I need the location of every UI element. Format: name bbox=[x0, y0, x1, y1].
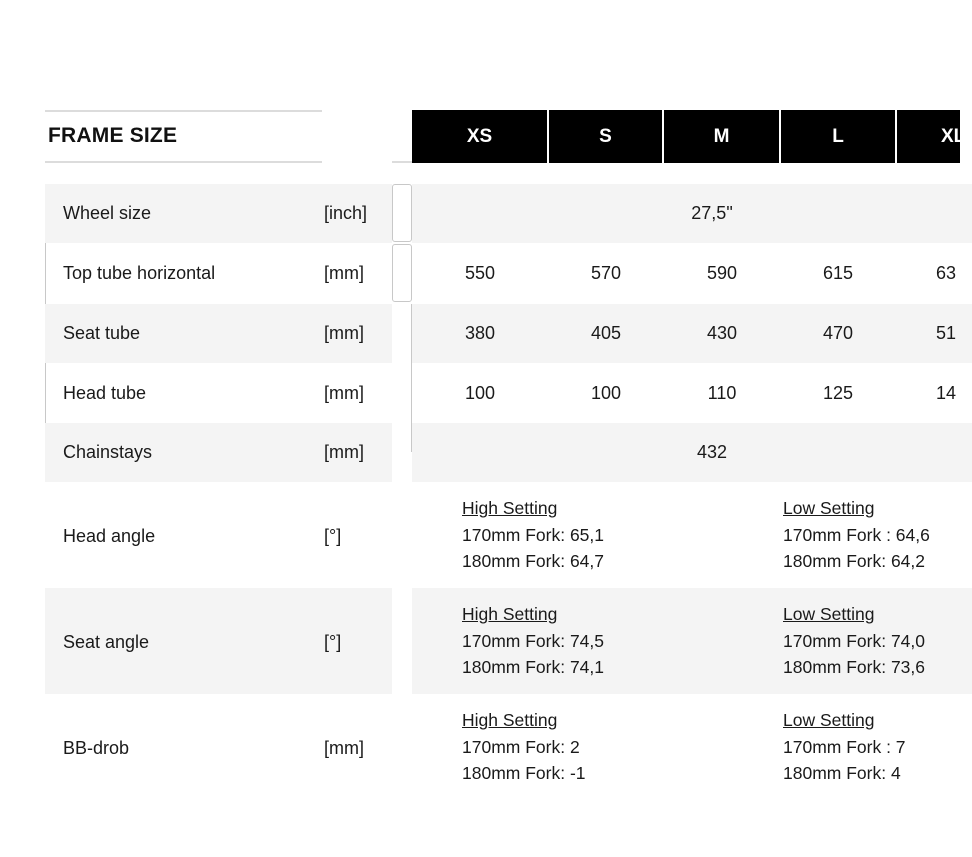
value-l: 615 bbox=[822, 263, 854, 283]
size-label: XL bbox=[941, 125, 966, 147]
size-label: M bbox=[713, 125, 730, 147]
row-unit: [mm] bbox=[324, 323, 364, 343]
frame-size-label: FRAME SIZE bbox=[48, 124, 178, 147]
low-setting-heading: Low Setting bbox=[783, 710, 875, 730]
size-label: L bbox=[832, 125, 844, 147]
low-setting-170: 170mm Fork : 64,6 bbox=[783, 524, 930, 545]
row-values-wheel-size bbox=[412, 184, 972, 243]
row-label: Top tube horizontal bbox=[63, 263, 216, 283]
table-row-chainstays bbox=[45, 423, 392, 482]
high-setting-170: 170mm Fork: 74,5 bbox=[462, 630, 604, 651]
high-setting-180: 180mm Fork: 74,1 bbox=[462, 657, 604, 677]
value-l: 125 bbox=[822, 383, 854, 403]
size-header-l bbox=[781, 110, 895, 163]
high-setting-heading: High Setting bbox=[462, 710, 558, 730]
low-setting-170: 170mm Fork: 74,0 bbox=[783, 630, 925, 651]
value-m: 590 bbox=[706, 263, 738, 283]
value-xs: 100 bbox=[464, 383, 496, 403]
row-label: Chainstays bbox=[63, 442, 153, 462]
high-setting-block bbox=[462, 601, 604, 681]
low-setting-block bbox=[783, 495, 930, 575]
row-unit: [mm] bbox=[324, 738, 364, 758]
value-s: 100 bbox=[590, 383, 622, 403]
size-header-m bbox=[664, 110, 779, 163]
high-setting-180: 180mm Fork: 64,7 bbox=[462, 551, 604, 571]
value-m: 110 bbox=[707, 383, 737, 403]
row-label: Wheel size bbox=[63, 203, 152, 223]
high-setting-block bbox=[462, 707, 586, 787]
row-label: BB-drob bbox=[63, 738, 130, 758]
row-values-seat-tube bbox=[412, 304, 972, 363]
row-values-head-tube bbox=[412, 363, 972, 423]
low-setting-block bbox=[783, 707, 906, 787]
merged-value: 432 bbox=[696, 442, 728, 462]
row-unit: [°] bbox=[324, 632, 342, 652]
value-xl: 63 bbox=[936, 263, 957, 283]
row-values-bb-drop bbox=[412, 694, 972, 800]
low-setting-180: 180mm Fork: 64,2 bbox=[783, 551, 925, 571]
low-setting-heading: Low Setting bbox=[783, 604, 875, 624]
row-unit: [mm] bbox=[324, 263, 364, 283]
value-s: 570 bbox=[590, 263, 622, 283]
row-label: Head tube bbox=[63, 383, 147, 403]
size-header-xl bbox=[897, 110, 966, 163]
row-unit: [mm] bbox=[324, 442, 364, 462]
value-l: 470 bbox=[822, 323, 854, 343]
row-label: Seat tube bbox=[63, 323, 141, 343]
frame-size-top-rule bbox=[45, 110, 322, 112]
value-s: 405 bbox=[590, 323, 622, 343]
high-setting-170: 170mm Fork: 2 bbox=[462, 736, 580, 757]
value-xl: 51 bbox=[936, 323, 957, 343]
low-setting-heading: Low Setting bbox=[783, 498, 875, 518]
table-row-bb-drop bbox=[45, 694, 392, 800]
value-xs: 550 bbox=[464, 263, 496, 283]
row-values-head-angle bbox=[412, 482, 972, 588]
header-baseline-rule bbox=[392, 161, 412, 163]
column-separator-box bbox=[392, 184, 412, 242]
high-setting-heading: High Setting bbox=[462, 498, 558, 518]
row-values-seat-angle bbox=[412, 588, 972, 694]
table-row-head-tube bbox=[45, 363, 392, 423]
row-values-top-tube bbox=[412, 243, 972, 304]
frame-size-bottom-rule bbox=[45, 161, 322, 163]
table-row-seat-tube bbox=[45, 304, 392, 363]
table-row-wheel-size bbox=[45, 184, 392, 243]
value-xs: 380 bbox=[464, 323, 496, 343]
row-unit: [inch] bbox=[324, 203, 368, 223]
row-label: Head angle bbox=[63, 526, 156, 546]
table-row-seat-angle bbox=[45, 588, 392, 694]
value-m: 430 bbox=[706, 323, 738, 343]
high-setting-heading: High Setting bbox=[462, 604, 558, 624]
size-label: XS bbox=[466, 125, 493, 147]
size-label: S bbox=[599, 125, 612, 147]
size-header-s bbox=[549, 110, 662, 163]
row-unit: [mm] bbox=[324, 383, 364, 403]
row-unit: [°] bbox=[324, 526, 342, 546]
high-setting-180: 180mm Fork: -1 bbox=[462, 763, 586, 783]
merged-value: 27,5" bbox=[691, 203, 733, 223]
column-separator-box bbox=[392, 244, 412, 302]
table-row-head-angle bbox=[45, 482, 392, 588]
low-setting-block bbox=[783, 601, 925, 681]
table-row-top-tube bbox=[45, 243, 392, 304]
row-label: Seat angle bbox=[63, 632, 150, 652]
low-setting-180: 180mm Fork: 73,6 bbox=[783, 657, 925, 677]
row-values-chainstays bbox=[412, 423, 972, 482]
value-xl: 14 bbox=[936, 383, 957, 403]
low-setting-170: 170mm Fork : 7 bbox=[783, 736, 906, 757]
high-setting-block bbox=[462, 495, 604, 575]
high-setting-170: 170mm Fork: 65,1 bbox=[462, 524, 604, 545]
low-setting-180: 180mm Fork: 4 bbox=[783, 763, 901, 783]
size-header-xs bbox=[412, 110, 547, 163]
